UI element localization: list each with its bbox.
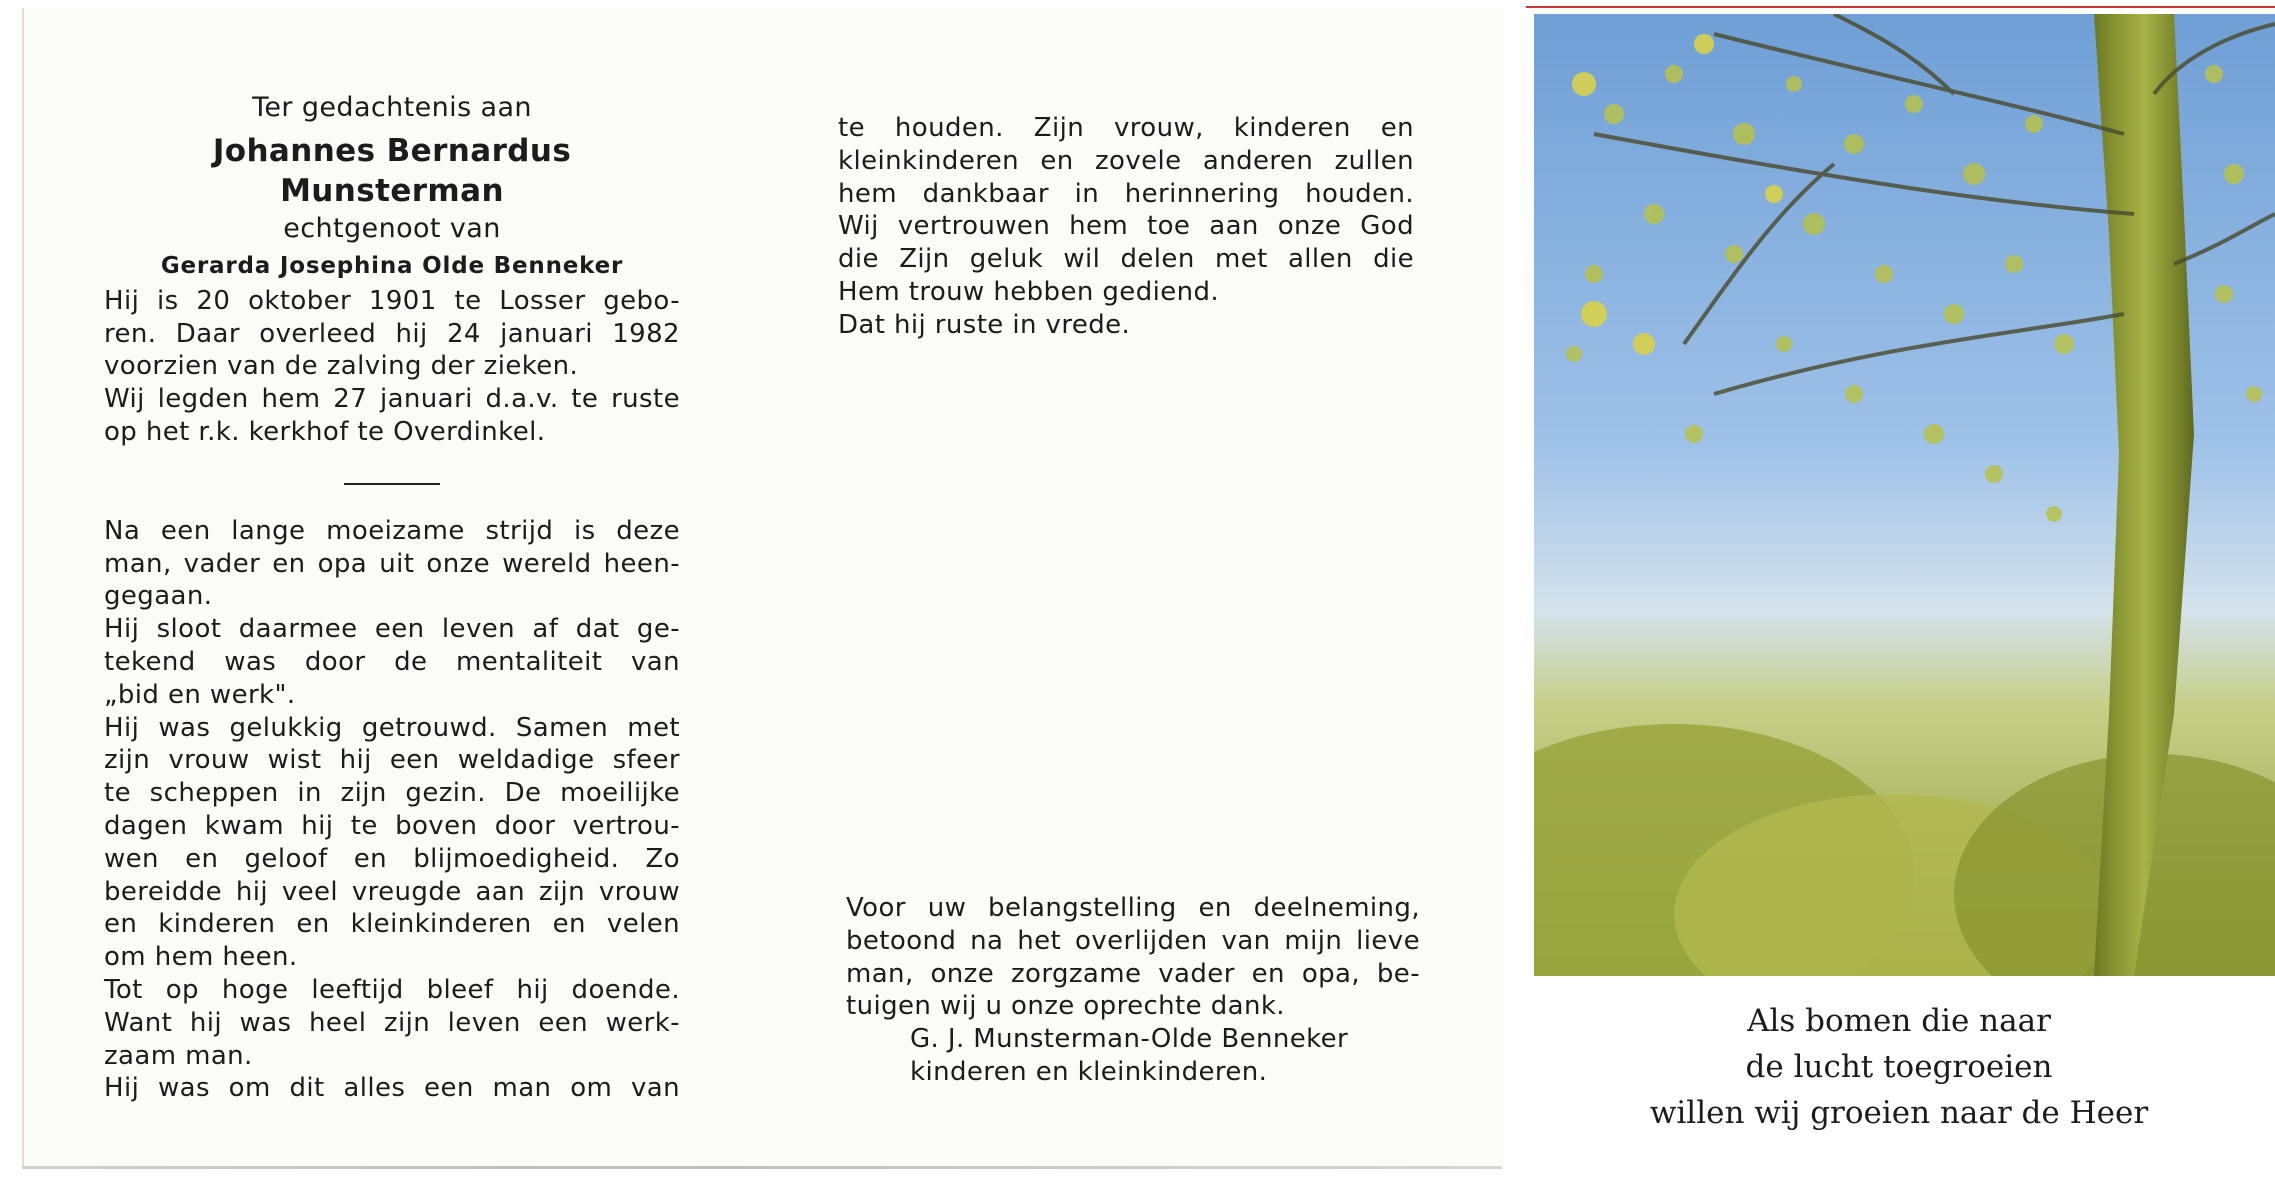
text-line: Dat hij ruste in vrede. — [838, 309, 1131, 340]
text-line: Want hij was heel zijn leven een werk- — [104, 1007, 680, 1038]
bio-line: op het r.k. kerkhof te Overdinkel. — [104, 416, 546, 447]
text-line: dagen kwam hij te boven door vertrou- — [104, 810, 680, 841]
deceased-name-line2: Munsterman — [280, 172, 504, 209]
text-line: man, vader en opa uit onze wereld heen- — [104, 548, 680, 579]
spouse-name: Gerarda Josephina Olde Benneker — [160, 252, 624, 279]
text-line: „bid en werk". — [104, 679, 296, 710]
text-line: kleinkinderen en zovele anderen zullen — [838, 145, 1414, 176]
bio-line: voorzien van de zalving der zieken. — [104, 351, 579, 382]
text-line: die Zijn geluk wil delen met allen die — [838, 244, 1414, 275]
text-line: Hij was om dit alles een man om van — [104, 1073, 680, 1104]
caption-line2: de lucht toegroeien — [1745, 1049, 2053, 1085]
page-bottom-edge — [22, 1166, 1502, 1169]
text-line: Hij sloot daarmee een leven af dat ge- — [104, 614, 680, 645]
text-line: gegaan. — [104, 581, 213, 612]
text-line: te houden. Zijn vrouw, kinderen en — [838, 113, 1414, 143]
text-line: tekend was door de mentaliteit van — [104, 646, 680, 677]
bio-line: Hij is 20 oktober 1901 te Losser gebo- — [104, 285, 680, 316]
text-line: Tot op hoge leeftijd bleef hij doende. — [104, 974, 680, 1005]
caption-line3: willen wij groeien naar de Heer — [1649, 1095, 2149, 1131]
memorial-intro: Ter gedachtenis aan — [252, 92, 532, 123]
section-divider — [344, 483, 440, 485]
acknowledgement — [846, 892, 1420, 1089]
text-line: te scheppen in zijn gezin. De moeilijke — [104, 778, 680, 809]
bio-line: ren. Daar overleed hij 24 januari 1982 — [104, 318, 680, 349]
text-line: zaam man. — [104, 1040, 253, 1071]
thanks-line: tuigen wij u onze oprechte dank. — [846, 991, 1285, 1022]
text-line: Hem trouw hebben gediend. — [838, 276, 1220, 307]
bio-line: Wij legden hem 27 januari d.a.v. te ruste — [104, 384, 680, 415]
memorial-card-front — [1526, 8, 2275, 1188]
card-caption — [1534, 998, 2264, 1136]
left-column — [104, 92, 680, 1105]
tree-illustration — [1534, 14, 2275, 976]
text-line: wen en geloof en blijmoedigheid. Zo — [104, 843, 680, 874]
thanks-line: Voor uw belangstelling en deelneming, — [846, 893, 1420, 923]
text-line: en kinderen en kleinkinderen en velen — [104, 909, 680, 940]
thanks-line: man, onze zorgzame vader en opa, be- — [846, 958, 1420, 989]
text-line: hem dankbaar in herinnering houden. — [838, 178, 1414, 209]
thanks-line: betoond na het overlijden van mijn lieve — [846, 925, 1420, 956]
tribute-text — [104, 515, 680, 1105]
biography — [104, 285, 680, 449]
signature-line1: G. J. Munsterman-Olde Benneker — [910, 1024, 1349, 1055]
text-line: zijn vrouw wist hij een weldadige sfeer — [104, 745, 680, 776]
tree-photo — [1534, 14, 2275, 976]
right-column — [838, 112, 1414, 342]
signature-line2: kinderen en kleinkinderen. — [910, 1056, 1268, 1087]
text-line: om hem heen. — [104, 942, 298, 973]
text-line: Hij was gelukkig getrouwd. Samen met — [104, 712, 680, 743]
deceased-name-line1: Johannes Bernardus — [212, 132, 572, 169]
text-line: bereidde hij veel vreugde aan zijn vrouw — [104, 876, 680, 907]
text-line: Wij vertrouwen hem toe aan onze God — [838, 211, 1414, 242]
spouse-intro: echtgenoot van — [283, 212, 501, 244]
caption-line1: Als bomen die naar — [1747, 1003, 2051, 1039]
text-line: Na een lange moeizame strijd is deze — [104, 515, 680, 546]
